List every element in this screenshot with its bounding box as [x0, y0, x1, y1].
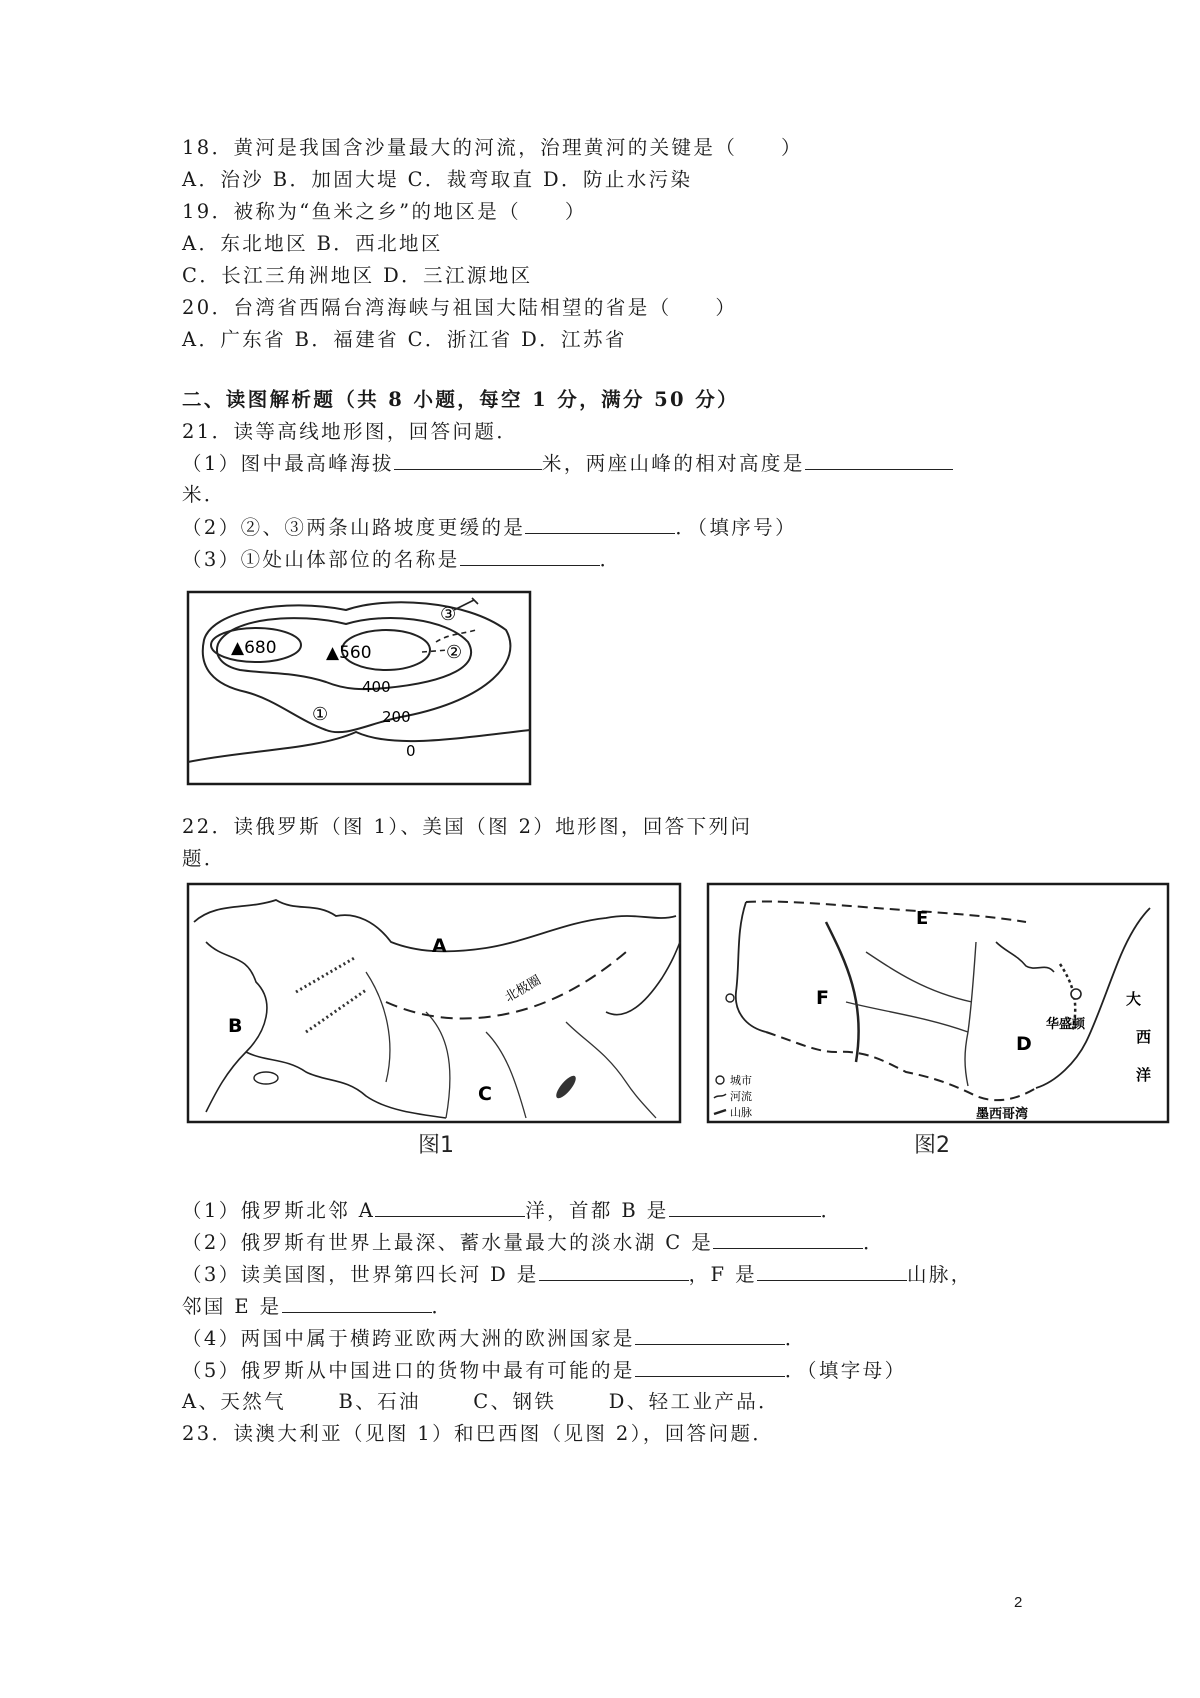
- q22-blank-lake[interactable]: [713, 1230, 863, 1249]
- atlantic-label-2: 西: [1136, 1028, 1152, 1046]
- q19-stem: 19．被称为“鱼米之乡”的地区是（ ）: [182, 200, 587, 223]
- marker-1: ①: [312, 704, 329, 725]
- washington-dot: [1071, 989, 1081, 999]
- q21-blank-gentle[interactable]: [525, 515, 675, 534]
- q22-p2b: ．: [863, 1231, 886, 1254]
- q22-blank-capital[interactable]: [669, 1198, 821, 1217]
- atlantic-label-1: 大: [1126, 990, 1142, 1008]
- q21-part2: [182, 515, 797, 540]
- q22-part4: [182, 1326, 807, 1351]
- q20-options: A．广东省 B．福建省 C．浙江省 D．江苏省: [182, 328, 627, 351]
- legend-river: 河流: [730, 1090, 752, 1103]
- q22-p1b: 洋，首都 B 是: [525, 1199, 669, 1222]
- q21-p3b: ．: [599, 548, 622, 571]
- usa-map-legend: [714, 1074, 752, 1119]
- q22-blank-goods[interactable]: [635, 1358, 785, 1377]
- fig1-caption: 图1: [418, 1133, 454, 1158]
- usa-label-e: E: [916, 908, 929, 929]
- peak-680-label: ▲680: [231, 638, 277, 658]
- q19-options-1: A．东北地区 B．西北地区: [182, 232, 443, 255]
- q21-p1c: 米．: [182, 483, 226, 506]
- usa-label-d: D: [1016, 1033, 1032, 1055]
- q22-blank-country[interactable]: [635, 1326, 785, 1345]
- usa-map: [706, 882, 1170, 1124]
- fig2-caption: 图2: [914, 1133, 950, 1158]
- q21-p2b: ．（填序号）: [675, 516, 797, 539]
- usa-label-f: F: [816, 987, 829, 1009]
- page-number: 2: [1014, 1594, 1023, 1611]
- arctic-circle-label: 北极圈: [502, 972, 544, 1006]
- russia-map-frame: [188, 884, 680, 1122]
- q22-p3b: ，F 是: [688, 1263, 757, 1286]
- usa-map-frame: [708, 884, 1168, 1122]
- q22-part3: [182, 1262, 973, 1287]
- marker-3: ③: [440, 604, 457, 625]
- q22-p3a: （3）读美国图，世界第四长河 D 是: [182, 1263, 539, 1286]
- q20-stem: 20．台湾省西隔台湾海峡与祖国大陆相望的省是（ ）: [182, 296, 738, 319]
- q22-p3d: 邻国 E 是: [182, 1295, 282, 1318]
- q22-blank-neighbor[interactable]: [282, 1294, 432, 1313]
- q21-part1: [182, 451, 953, 476]
- q19-options-2: C．长江三角洲地区 D．三江源地区: [182, 264, 533, 287]
- q22-p5a: （5）俄罗斯从中国进口的货物中最有可能的是: [182, 1359, 635, 1382]
- q22-p4a: （4）两国中属于横跨亚欧两大洲的欧洲国家是: [182, 1327, 635, 1350]
- legend-city-icon: [716, 1076, 724, 1084]
- washington-label: 华盛顿: [1046, 1017, 1086, 1032]
- q22-p3e: ．: [431, 1295, 454, 1318]
- q21-p1a: （1）图中最高峰海拔: [182, 452, 394, 475]
- q22-options: A、天然气 B、石油 C、钢铁 D、轻工业产品．: [182, 1390, 781, 1413]
- peak-560-label: ▲560: [326, 643, 372, 663]
- q18-stem: 18．黄河是我国含沙量最大的河流，治理黄河的关键是（ ）: [182, 136, 803, 159]
- contour-200-label: 200: [382, 708, 411, 726]
- q22-p1a: （1）俄罗斯北邻 A: [182, 1199, 376, 1222]
- russia-label-a: A: [432, 935, 447, 957]
- q22-p1c: ．: [820, 1199, 843, 1222]
- q22-p5b: ．（填字母）: [784, 1359, 907, 1382]
- q22-part3-cont: [182, 1294, 453, 1319]
- contour-map: [186, 590, 532, 786]
- q18-options: A．治沙 B．加固大堤 C．裁弯取直 D．防止水污染: [182, 168, 693, 191]
- q22-part2: [182, 1230, 885, 1255]
- russia-map: [186, 882, 682, 1124]
- russia-label-c: C: [478, 1083, 492, 1105]
- q22-blank-mountain[interactable]: [757, 1262, 907, 1281]
- black-sea: [254, 1072, 278, 1084]
- q21-part3: [182, 547, 622, 572]
- q22-stem-1: 22．读俄罗斯（图 1）、美国（图 2）地形图，回答下列问: [182, 815, 753, 838]
- q21-blank-relative[interactable]: [805, 451, 953, 470]
- q21-p1b: 米，两座山峰的相对高度是: [541, 452, 805, 475]
- section2-heading: 二、读图解析题（共 8 小题，每空 1 分，满分 50 分）: [182, 388, 740, 411]
- marker-2: ②: [446, 642, 463, 663]
- atlantic-label-3: 洋: [1136, 1066, 1152, 1084]
- west-city-dot: [726, 994, 734, 1002]
- q22-part5: [182, 1358, 906, 1383]
- q22-blank-river[interactable]: [539, 1262, 689, 1281]
- q22-p3c: 山脉，: [906, 1263, 973, 1286]
- q21-p2a: （2）②、③两条山路坡度更缓的是: [182, 516, 526, 539]
- contour-0-label: 0: [406, 742, 416, 760]
- q21-stem: 21．读等高线地形图，回答问题．: [182, 420, 519, 443]
- legend-city: 城市: [730, 1074, 752, 1087]
- q22-blank-ocean[interactable]: [375, 1198, 525, 1217]
- q23-stem: 23．读澳大利亚（见图 1）和巴西图（见图 2），回答问题．: [182, 1422, 775, 1445]
- q22-stem-2: 题．: [182, 847, 226, 870]
- q22-p2a: （2）俄罗斯有世界上最深、蓄水量最大的淡水湖 C 是: [182, 1231, 714, 1254]
- q21-p3a: （3）①处山体部位的名称是: [182, 548, 460, 571]
- contour-400-label: 400: [362, 678, 391, 696]
- q22-p4b: ．: [784, 1327, 807, 1350]
- q21-blank-part[interactable]: [460, 547, 600, 566]
- legend-mountain: 山脉: [730, 1106, 752, 1119]
- q21-blank-highest[interactable]: [394, 451, 542, 470]
- gulf-label: 墨西哥湾: [976, 1107, 1029, 1122]
- russia-label-b: B: [228, 1015, 243, 1037]
- q22-part1: [182, 1198, 843, 1223]
